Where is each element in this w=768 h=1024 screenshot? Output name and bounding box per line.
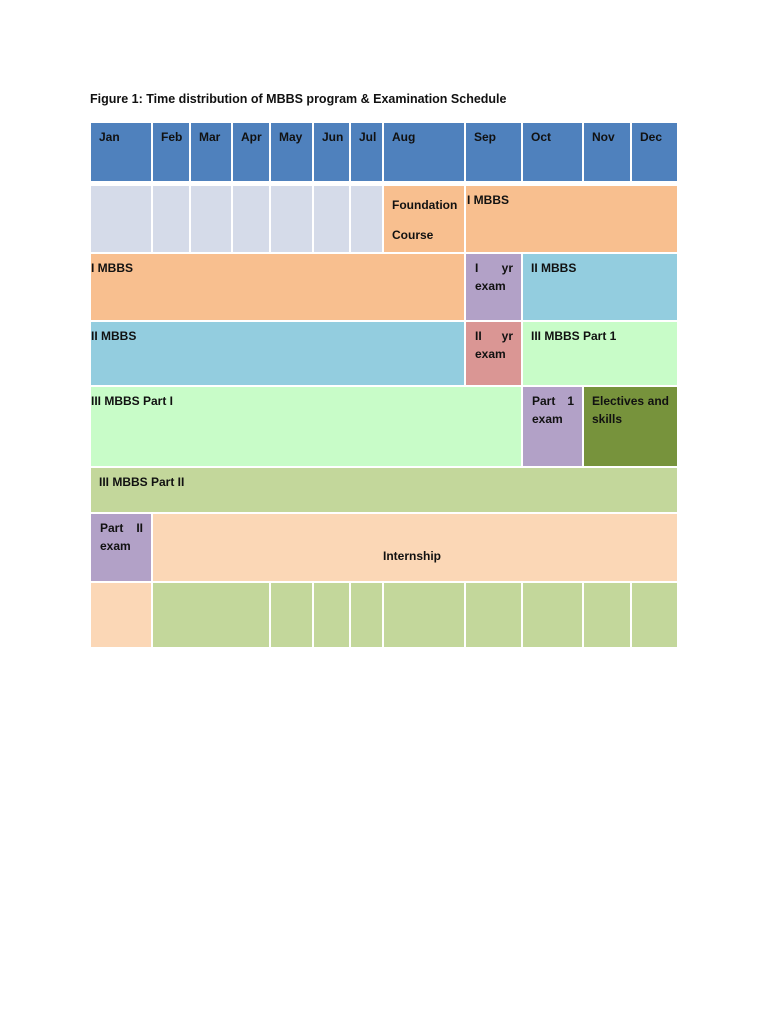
first-year-exam-cell [466, 254, 521, 320]
second-year-exam-cell [466, 322, 521, 385]
month-header-may: May [271, 123, 312, 181]
first-year-exam-word2: yr [501, 261, 513, 275]
electives-word1: Electives [592, 394, 645, 408]
first-mbbs-block-top: I MBBS [466, 186, 677, 252]
month-header-feb: Feb [153, 123, 189, 181]
empty-cell [351, 583, 382, 647]
month-header-nov: Nov [584, 123, 630, 181]
empty-cell [91, 186, 151, 252]
part2-exam-word1: Part [100, 521, 124, 535]
month-header-apr: Apr [233, 123, 269, 181]
second-mbbs-block-top: II MBBS [523, 254, 677, 320]
third-mbbs-part1-block: III MBBS Part I [91, 387, 521, 466]
empty-cell [523, 583, 582, 647]
empty-cell [632, 583, 677, 647]
empty-cell [153, 186, 189, 252]
month-header-jul: Jul [351, 123, 382, 181]
empty-cell [191, 186, 231, 252]
electives-word2: and [647, 394, 669, 408]
month-header-sep: Sep [466, 123, 521, 181]
first-year-exam-word1: I [475, 261, 479, 275]
foundation-course-cell [384, 186, 464, 252]
foundation-course-line2: Course [392, 228, 434, 242]
second-year-exam-word2: yr [501, 329, 513, 343]
month-header-jun: Jun [314, 123, 349, 181]
second-year-exam-word3: exam [475, 347, 506, 361]
month-header-jan: Jan [91, 123, 151, 181]
second-year-exam-word1: II [475, 329, 482, 343]
electives-word3: skills [592, 412, 623, 426]
part1-exam-word2: 1 [567, 394, 574, 408]
empty-cell [314, 186, 349, 252]
empty-cell [271, 186, 312, 252]
empty-cell [91, 583, 151, 647]
internship-block [153, 514, 677, 581]
empty-cell [314, 583, 349, 647]
month-header-dec: Dec [632, 123, 677, 181]
part1-exam-cell [523, 387, 582, 466]
empty-cell [233, 186, 269, 252]
part2-exam-word2: II [136, 521, 143, 535]
month-header-mar: Mar [191, 123, 231, 181]
empty-cell [351, 186, 382, 252]
first-mbbs-block: I MBBS [91, 254, 464, 320]
part2-exam-word3: exam [100, 539, 131, 553]
empty-cell [153, 583, 269, 647]
part2-exam-cell [91, 514, 151, 581]
first-year-exam-word3: exam [475, 279, 506, 293]
foundation-course-line1: Foundation [392, 198, 458, 212]
third-mbbs-part1-block-top: III MBBS Part 1 [523, 322, 677, 385]
part1-exam-word1: Part [532, 394, 556, 408]
empty-cell [466, 583, 521, 647]
part1-exam-word3: exam [532, 412, 563, 426]
figure-caption: Figure 1: Time distribution of MBBS program & Examination Schedule [90, 92, 507, 106]
month-header-aug: Aug [384, 123, 464, 181]
empty-cell [271, 583, 312, 647]
second-mbbs-block: II MBBS [91, 322, 464, 385]
internship-label: Internship [382, 548, 441, 563]
electives-and-skills-cell [584, 387, 677, 466]
empty-cell [584, 583, 630, 647]
third-mbbs-part2-block: III MBBS Part II [91, 468, 677, 512]
month-header-oct: Oct [523, 123, 582, 181]
empty-cell [384, 583, 464, 647]
